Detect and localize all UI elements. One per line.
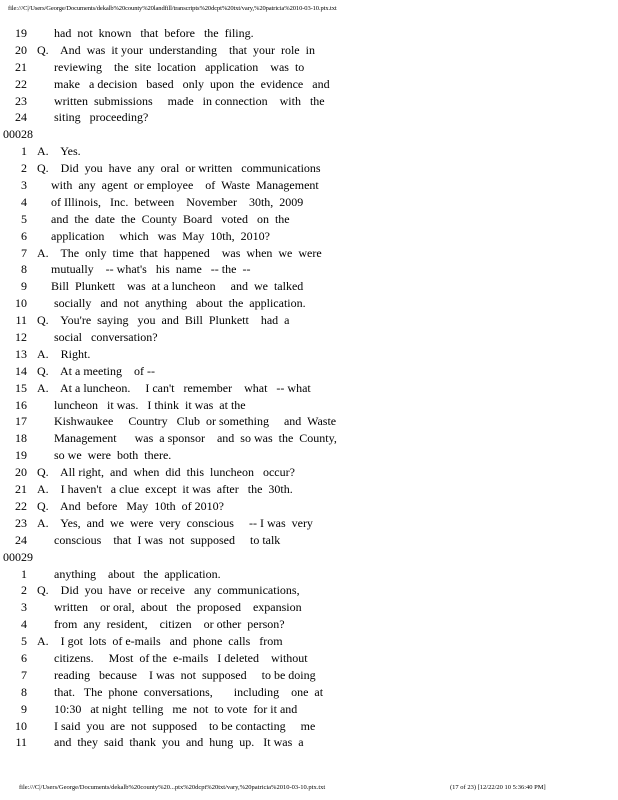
page-marker-text: 00029 — [3, 549, 33, 564]
transcript-line — [0, 633, 618, 650]
line-number: 19 — [15, 26, 27, 40]
line-text: of Illinois, Inc. between November 30th, 2009 — [36, 194, 304, 209]
line-number: 20 — [15, 465, 27, 480]
transcript-line — [0, 177, 618, 194]
line-number: 5 — [21, 634, 27, 649]
transcript-line — [0, 464, 618, 481]
transcript-line — [0, 143, 618, 160]
line-text: written submissions made in connection with the — [36, 93, 325, 108]
transcript-line — [0, 413, 618, 430]
line-number: 5 — [21, 211, 27, 226]
line-text: Q. And before May 10th of 2010? — [37, 498, 224, 513]
transcript-line — [0, 397, 618, 414]
transcript-line — [0, 498, 618, 515]
line-number: 11 — [15, 313, 27, 328]
line-number: 21 — [15, 59, 27, 74]
line-number: 21 — [15, 482, 27, 497]
line-number: 22 — [15, 76, 27, 91]
line-number: 12 — [15, 330, 27, 345]
line-number: 3 — [21, 178, 27, 193]
line-text: mutually -- what's his name -- the -- — [36, 262, 251, 277]
transcript-line — [0, 59, 618, 76]
line-text: A. At a luncheon. I can't remember what -- what — [37, 380, 311, 395]
line-number: 4 — [21, 617, 27, 632]
line-text: that. The phone conversations, including one at — [36, 684, 324, 699]
page-footer-path: file:///C|/Users/George/Documents/dekalb%20county%20...ptx%20dcpt%20txt/vary,%20patricia%2010-03-10.ptx.txt — [19, 784, 326, 791]
line-text: A. The only time that happened was when we were — [37, 245, 322, 260]
line-number: 20 — [15, 42, 27, 57]
line-number: 19 — [15, 448, 27, 463]
transcript-line — [0, 25, 618, 42]
line-text: A. Yes, and we were very conscious -- I was very — [37, 515, 313, 530]
transcript-line — [0, 718, 618, 735]
transcript-line — [0, 295, 618, 312]
line-number: 8 — [21, 684, 27, 699]
line-number: 14 — [15, 363, 27, 378]
line-number: 17 — [15, 414, 27, 429]
transcript-line — [0, 76, 618, 93]
line-text: Q. Did you have or receive any communications, — [37, 583, 300, 598]
transcript-line — [0, 447, 618, 464]
line-text: conscious that I was not supposed to talk — [36, 532, 281, 547]
page-number-marker — [0, 126, 618, 143]
line-number: 1 — [21, 144, 27, 159]
line-text: 10:30 at night telling me not to vote for it and — [36, 701, 298, 716]
line-number: 11 — [15, 735, 27, 750]
transcript-line — [0, 160, 618, 177]
transcript-line — [0, 734, 618, 751]
line-number: 18 — [15, 431, 27, 446]
line-text: Q. At a meeting of -- — [37, 363, 155, 378]
line-number: 10 — [15, 718, 27, 733]
transcript-line — [0, 701, 618, 718]
transcript-line — [0, 211, 618, 228]
line-text: so we were both there. — [36, 448, 172, 463]
line-text: anything about the application. — [36, 566, 221, 581]
transcript-line — [0, 566, 618, 583]
line-number: 23 — [15, 93, 27, 108]
line-text: Bill Plunkett was at a luncheon and we talked — [36, 279, 304, 294]
line-text: Q. And was it your understanding that your role in — [37, 42, 315, 57]
line-number: 8 — [21, 262, 27, 277]
transcript-line — [0, 532, 618, 549]
line-number: 24 — [15, 532, 27, 547]
line-text: socially and not anything about the application. — [36, 296, 306, 311]
transcript-line — [0, 278, 618, 295]
transcript-line — [0, 363, 618, 380]
line-text: Q. All right, and when did this luncheon occur? — [37, 465, 295, 480]
line-text: written or oral, about the proposed expansion — [36, 600, 302, 615]
line-text: Q. You're saying you and Bill Plunkett had a — [37, 313, 290, 328]
transcript-line — [0, 430, 618, 447]
line-text: Kishwaukee Country Club or something and Waste — [36, 414, 337, 429]
line-number: 10 — [15, 296, 27, 311]
transcript-line — [0, 667, 618, 684]
page-footer-pagination: (17 of 23) [12/22/20 10 5:36:40 PM] — [450, 784, 546, 791]
line-number: 13 — [15, 346, 27, 361]
transcript-line — [0, 109, 618, 126]
transcript-line — [0, 93, 618, 110]
transcript-line — [0, 228, 618, 245]
transcript-line — [0, 194, 618, 211]
line-number: 6 — [21, 228, 27, 243]
line-text: and the date the County Board voted on the — [36, 211, 290, 226]
line-number: 7 — [21, 667, 27, 682]
line-text: reviewing the site location application was to — [36, 59, 305, 74]
transcript-line — [0, 245, 618, 262]
line-number: 7 — [21, 245, 27, 260]
line-text: reading because I was not supposed to be doing — [36, 667, 316, 682]
line-number: 24 — [15, 110, 27, 125]
transcript-line — [0, 650, 618, 667]
transcript-line — [0, 42, 618, 59]
line-number: 15 — [15, 380, 27, 395]
line-number: 16 — [15, 397, 27, 412]
line-text: Q. Did you have any oral or written communications — [37, 161, 321, 176]
line-text: A. Right. — [37, 346, 91, 361]
line-text: citizens. Most of the e-mails I deleted without — [36, 650, 308, 665]
transcript-line — [0, 312, 618, 329]
line-text: luncheon it was. I think it was at the — [36, 397, 246, 412]
line-number: 1 — [21, 566, 27, 581]
line-number: 9 — [21, 701, 27, 716]
page-number-marker — [0, 549, 618, 566]
line-number: 4 — [21, 194, 27, 209]
transcript-line — [0, 329, 618, 346]
line-text: from any resident, citizen or other person? — [36, 617, 285, 632]
line-text: I said you are not supposed to be contacting me — [36, 718, 316, 733]
line-text: and they said thank you and hung up. It was a — [36, 735, 304, 750]
line-text: application which was May 10th, 2010? — [36, 228, 270, 243]
page-header-path: file:///C|/Users/George/Documents/dekalb%20county%20landfill/transcripts%20dcpt%20txt/vary,%20patricia%2010-03-10.ptx.txt — [8, 5, 337, 12]
line-number: 9 — [21, 279, 27, 294]
line-text: A. I haven't a clue except it was after the 30th. — [37, 482, 293, 497]
line-number: 23 — [15, 515, 27, 530]
line-text: Management was a sponsor and so was the County, — [36, 431, 337, 446]
transcript-line — [0, 481, 618, 498]
line-text: had not known that before the filing. — [36, 26, 254, 40]
transcript-line — [0, 616, 618, 633]
line-text: social conversation? — [36, 330, 158, 345]
transcript-line — [0, 515, 618, 532]
transcript-line — [0, 261, 618, 278]
line-number: 22 — [15, 498, 27, 513]
line-text: siting proceeding? — [36, 110, 149, 125]
line-number: 3 — [21, 600, 27, 615]
line-text: A. I got lots of e-mails and phone calls from — [37, 634, 283, 649]
transcript-line — [0, 346, 618, 363]
line-text: with any agent or employee of Waste Management — [36, 178, 319, 193]
line-text: A. Yes. — [37, 144, 81, 159]
transcript-line — [0, 380, 618, 397]
line-number: 6 — [21, 650, 27, 665]
line-number: 2 — [21, 161, 27, 176]
transcript-line — [0, 684, 618, 701]
line-number: 2 — [21, 583, 27, 598]
line-text: make a decision based only upon the evidence and — [36, 76, 330, 91]
transcript-line — [0, 599, 618, 616]
page-marker-text: 00028 — [3, 127, 33, 142]
transcript-line — [0, 582, 618, 599]
transcript-body — [0, 25, 618, 751]
